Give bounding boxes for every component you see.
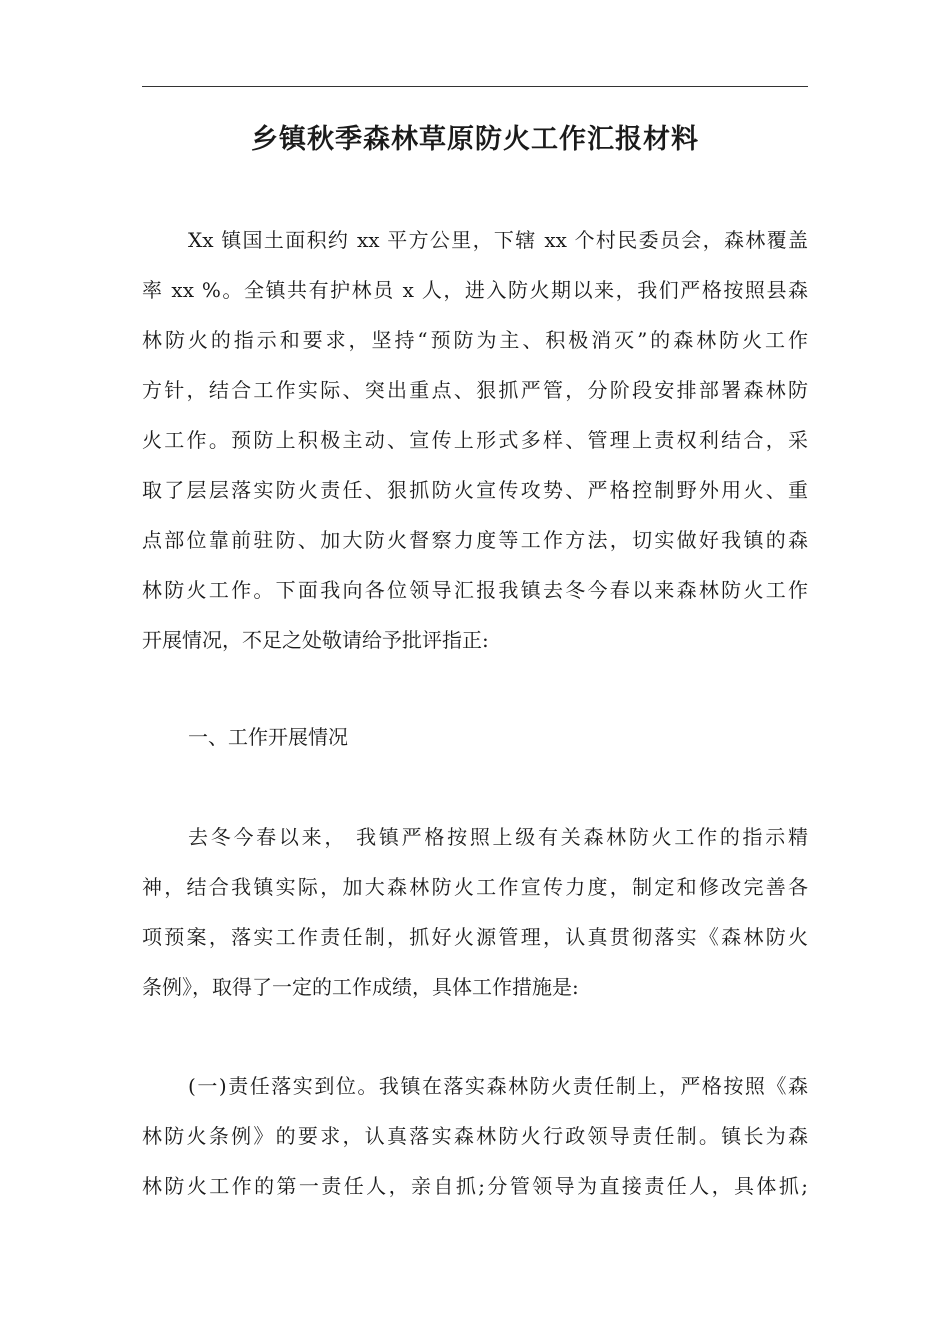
paragraph-line: 神，结合我镇实际，加大森林防火工作宣传力度，制定和修改完善各 — [142, 875, 808, 899]
paragraph-line: 火工作。预防上积极主动、宣传上形式多样、管理上责权利结合，采 — [142, 428, 808, 452]
paragraph-line: 项预案，落实工作责任制，抓好火源管理，认真贯彻落实《森林防火 — [142, 925, 808, 949]
work-overview-paragraph — [142, 812, 808, 1012]
paragraph-line: 取了层层落实防火责任、狠抓防火宣传攻势、严格控制野外用火、重 — [142, 478, 808, 502]
intro-paragraph — [142, 215, 808, 665]
paragraph-line: 林防火条例》的要求，认真落实森林防火行政领导责任制。镇长为森 — [142, 1124, 808, 1148]
paragraph-line: Xx 镇国土面积约 xx 平方公里，下辖 xx 个村民委员会，森林覆盖 — [188, 228, 808, 252]
paragraph-line: 方针，结合工作实际、突出重点、狠抓严管，分阶段安排部署森林防 — [142, 378, 808, 402]
paragraph-line: (一)责任落实到位。我镇在落实森林防火责任制上，严格按照《森 — [188, 1074, 808, 1098]
paragraph-line: 林防火工作。下面我向各位领导汇报我镇去冬今春以来森林防火工作 — [142, 578, 808, 602]
section-heading-text: 一、工作开展情况 — [188, 725, 348, 749]
responsibility-paragraph — [142, 1061, 808, 1211]
document-title: 乡镇秋季森林草原防火工作汇报材料 — [251, 124, 699, 155]
paragraph-line: 条例》，取得了一定的工作成绩，具体工作措施是: — [142, 975, 579, 999]
paragraph-line: 林防火工作的第一责任人，亲自抓;分管领导为直接责任人，具体抓; — [142, 1174, 808, 1198]
header-rule — [142, 86, 808, 87]
paragraph-line: 点部位靠前驻防、加大防火督察力度等工作方法，切实做好我镇的森 — [142, 528, 808, 552]
paragraph-line: 林防火的指示和要求，坚持“预防为主、积极消灭”的森林防火工作 — [142, 328, 808, 352]
paragraph-line: 开展情况，不足之处敬请给予批评指正: — [142, 628, 489, 652]
section-heading — [142, 712, 808, 762]
paragraph-line: 率 xx %。全镇共有护林员 x 人，进入防火期以来，我们严格按照县森 — [142, 278, 808, 302]
paragraph-line: 去冬今春以来， 我镇严格按照上级有关森林防火工作的指示精 — [188, 825, 808, 849]
